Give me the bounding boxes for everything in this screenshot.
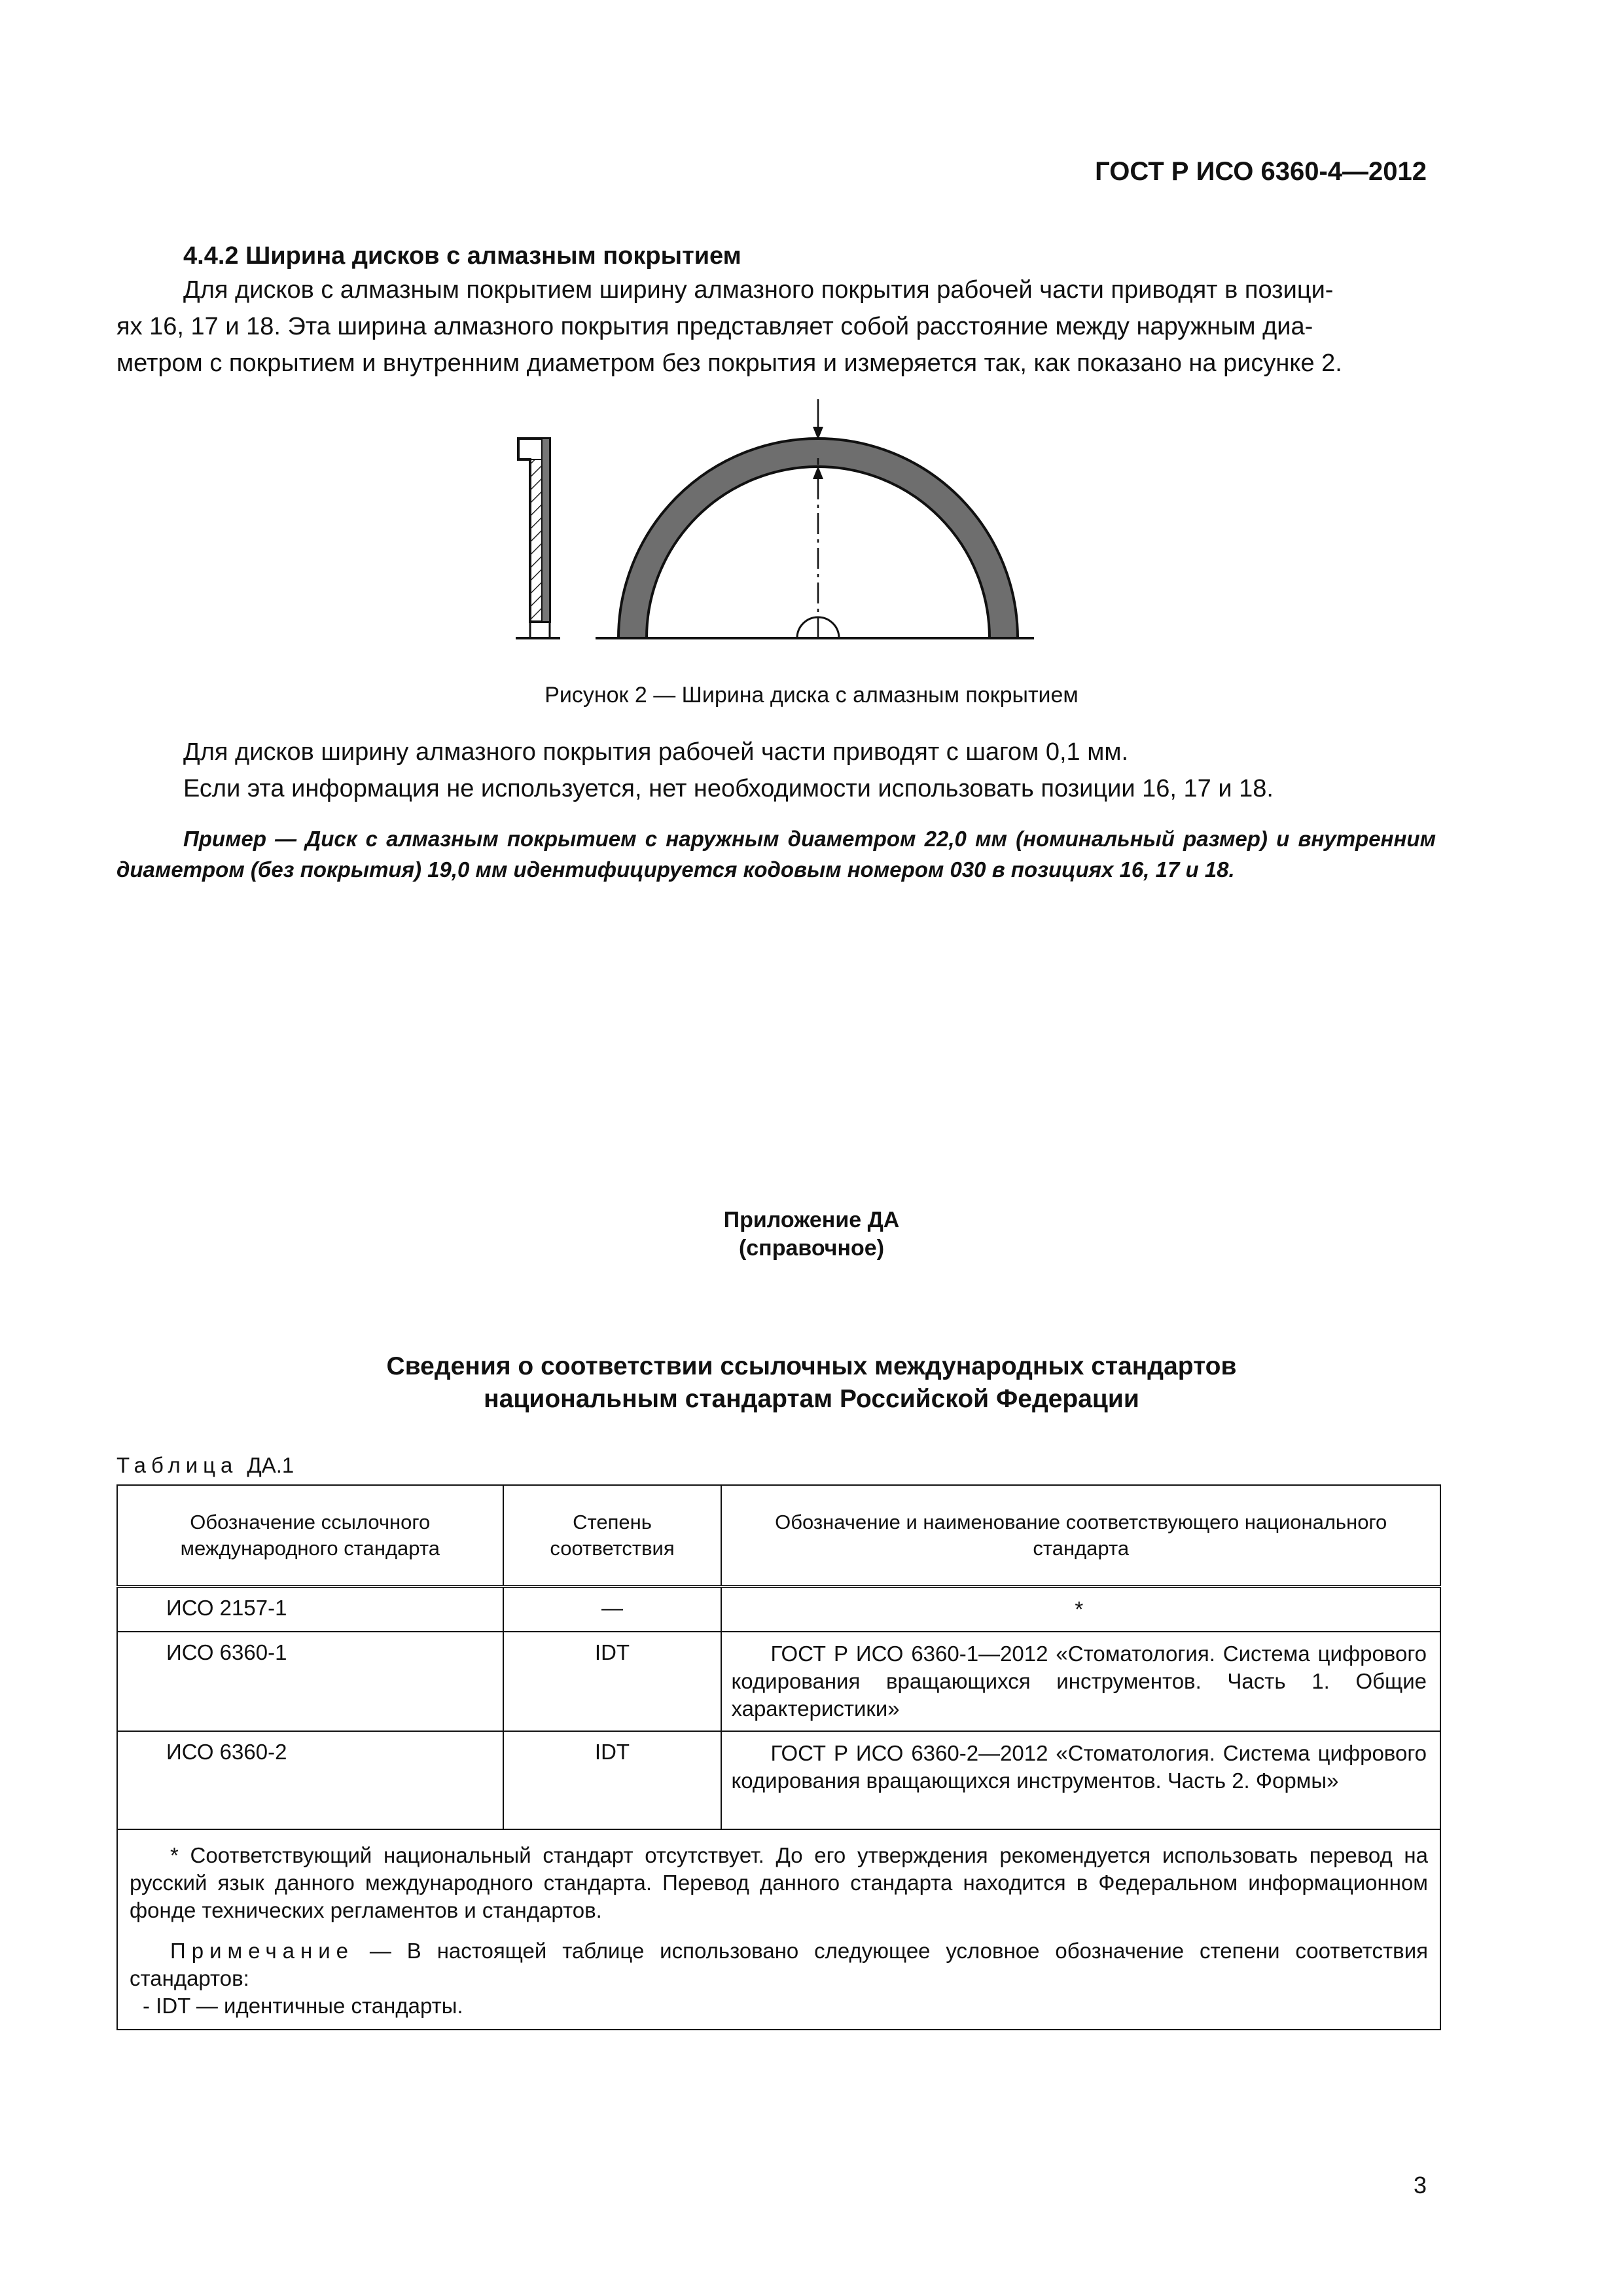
table-cell-national: *	[721, 1587, 1440, 1632]
disc-front-view	[596, 399, 1034, 638]
table-cell-standard: ИСО 6360-2	[117, 1731, 503, 1829]
table-footnote-row	[117, 1829, 1440, 2030]
table-row	[117, 1587, 1440, 1632]
table-footnote	[117, 1829, 1440, 2030]
page-number: 3	[1413, 2172, 1427, 2198]
table-note: Примечание — В настоящей таблице использовано следующее условное обозначение степени соответствия стандартов:	[130, 1939, 1428, 1990]
table-cell-degree: IDT	[503, 1632, 722, 1731]
disc-figure	[504, 386, 1041, 661]
table-header-cell: Обозначение и наименование соответствующего национального стандарта	[721, 1485, 1440, 1587]
table-note-item: - IDT — идентичные стандарты.	[143, 1994, 463, 2018]
info-line: Для дисков ширину алмазного покрытия рабочей части приводят с шагом 0,1 мм.	[183, 738, 1129, 766]
document-header: ГОСТ Р ИСО 6360-4—2012	[1095, 157, 1427, 186]
section-paragraph	[116, 272, 1436, 382]
table-cell-national: ГОСТ Р ИСО 6360-1—2012 «Стоматология. Система цифрового кодирования вращающихся инструментов. Часть 1. Общие характеристики»	[721, 1632, 1440, 1731]
table-header-row	[117, 1485, 1440, 1587]
figure-caption: Рисунок 2 — Ширина диска с алмазным покрытием	[544, 683, 1079, 708]
table-cell-standard: ИСО 6360-1	[117, 1632, 503, 1731]
table-row	[117, 1632, 1440, 1731]
table-cell-national: ГОСТ Р ИСО 6360-2—2012 «Стоматология. Система цифрового кодирования вращающихся инструментов. Часть 2. Формы»	[721, 1731, 1440, 1829]
table-cell-standard: ИСО 2157-1	[117, 1587, 503, 1632]
appendix-heading-line: национальным стандартам Российской Федерации	[484, 1385, 1139, 1413]
table-label: Таблица ДА.1	[116, 1453, 294, 1477]
paragraph-line: метром с покрытием и внутренним диаметром без покрытия и измеряется так, как показано на рисунке 2.	[116, 350, 1342, 377]
table-cell-degree: —	[503, 1587, 722, 1632]
table-row	[117, 1731, 1440, 1829]
example-paragraph: Пример — Диск с алмазным покрытием с наружным диаметром 22,0 мм (номинальный размер) и внутренним диаметром (без покрытия) 19,0 мм идентифицируется кодовым номером 030 в позициях 16, 17 и 18.	[116, 827, 1436, 882]
section-title: 4.4.2 Ширина дисков с алмазным покрытием	[183, 242, 741, 270]
appendix-heading-line: Сведения о соответствии ссылочных международных стандартов	[386, 1352, 1237, 1380]
table-cell-degree: IDT	[503, 1731, 722, 1829]
table-header-cell: Обозначение ссылочного международного стандарта	[117, 1485, 503, 1587]
paragraph-line: Для дисков с алмазным покрытием ширину алмазного покрытия рабочей части приводят в позици-	[183, 276, 1334, 304]
footnote-text: * Соответствующий национальный стандарт отсутствует. До его утверждения рекомендуется использовать перевод на русский язык данного международного стандарта. Перевод данного стандарта находится в Федеральном информационном фонде технических регламентов и стандартов.	[130, 1843, 1428, 1922]
correspondence-table	[116, 1484, 1441, 2030]
appendix-title: Приложение ДА	[723, 1208, 900, 1232]
table-header-cell: Степень соответствия	[503, 1485, 722, 1587]
info-line: Если эта информация не используется, нет необходимости использовать позиции 16, 17 и 18.	[183, 775, 1274, 802]
appendix-subtitle: (справочное)	[738, 1236, 885, 1261]
paragraph-line: ях 16, 17 и 18. Эта ширина алмазного покрытия представляет собой расстояние между наружным диа-	[116, 313, 1313, 340]
disc-side-profile	[516, 439, 560, 638]
